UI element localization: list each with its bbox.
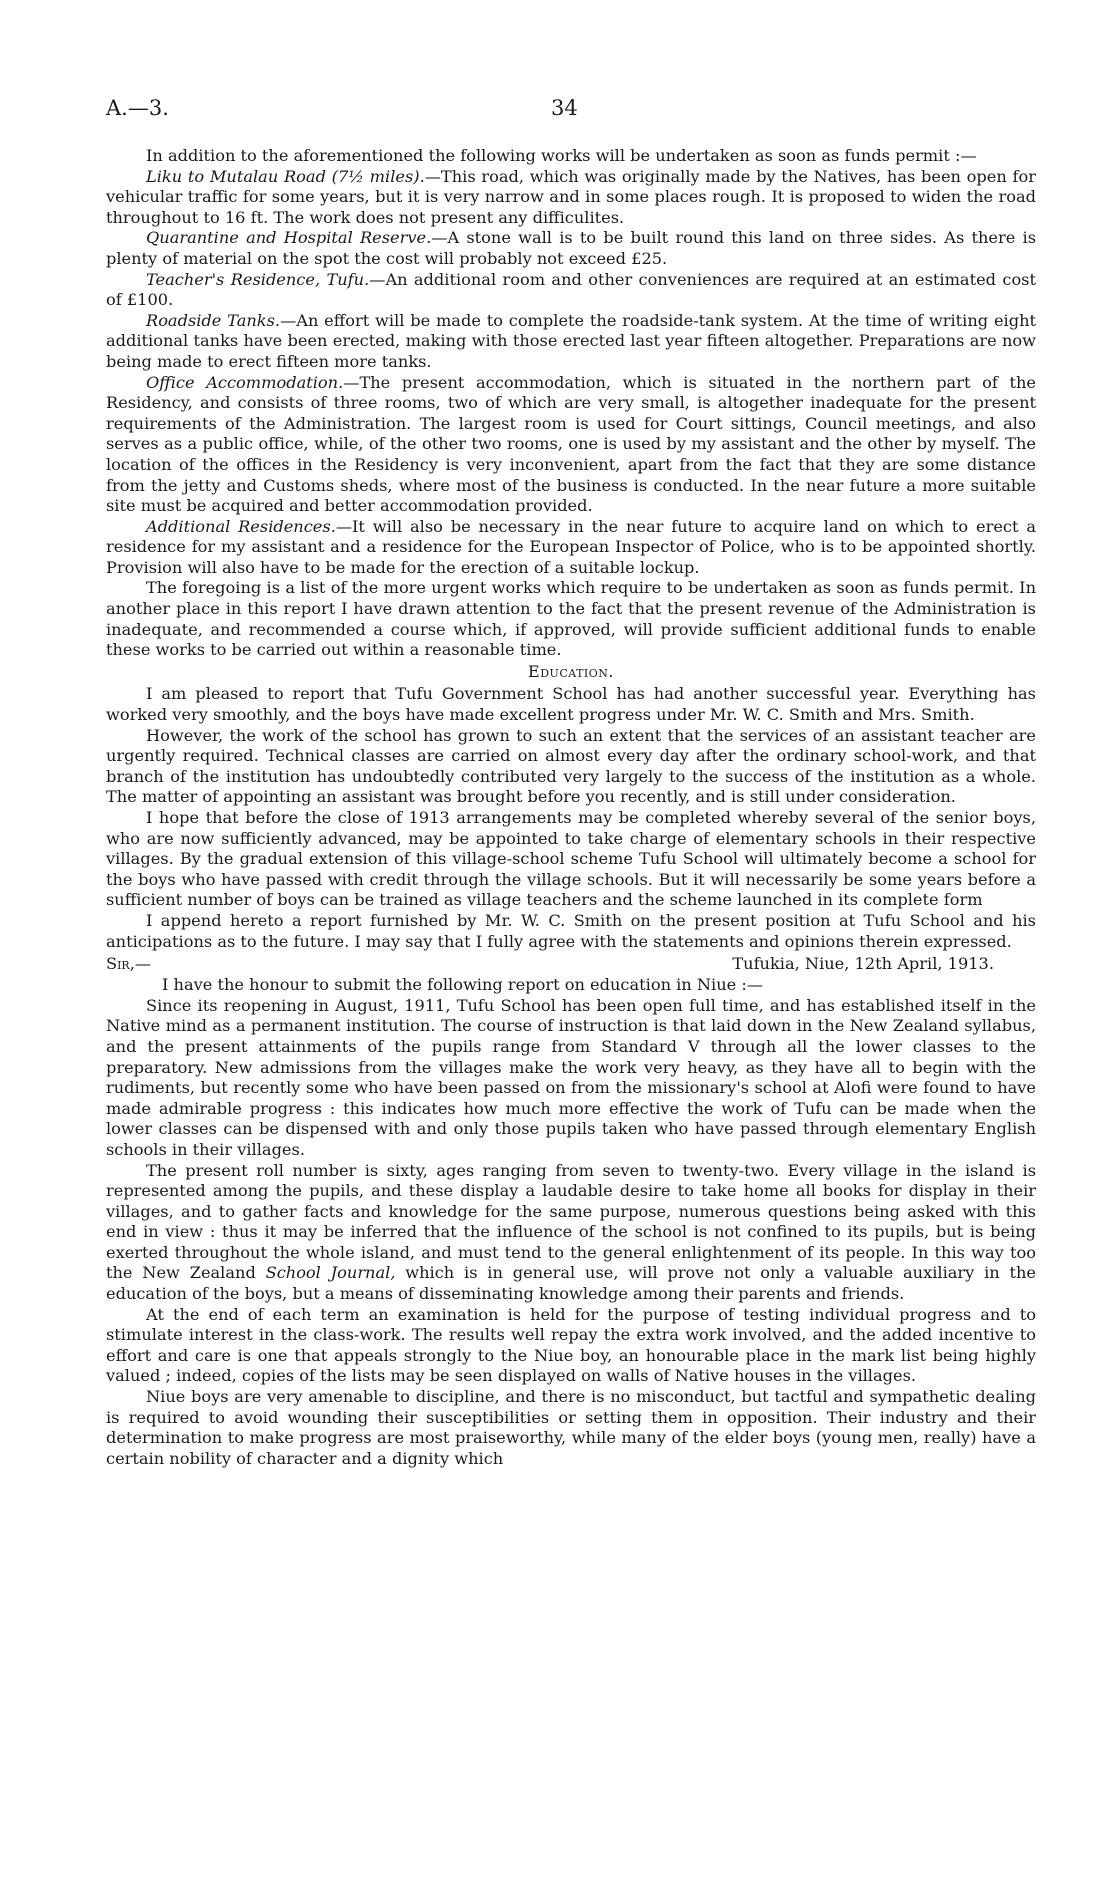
letter-opening: I have the honour to submit the following report on education in Niue :—: [162, 975, 764, 995]
letter-paragraph: Since its reopening in August, 1911, Tufu School has been open full time, and has established itself in the Native mind as a permanent institution. The course of instruction is that laid down in the New Zealand syllabus, and the present attainments of the pupils range from Standard V through all the lower classes to the preparatory. New admissions from the villages make the work very heavy, as they have all to begin with the rudiments, but recently some who have been passed on from the missionary's school at Alofi were found to have made admirable progress : this indicates how much more effective the work of Tufu can be made when the lower classes can be dispensed with and only those pupils taken who have passed through elementary English schools in their villages.: [106, 995, 1036, 1159]
works-item-text: —This road, which was originally made by the Natives, has been open for vehicular traffic for some years, but it is very narrow and in some places rough. It is proposed to widen the road throughout to 16 ft. The work does not present any difficulites.: [106, 166, 1036, 227]
document-page: [106, 96, 1036, 1469]
education-paragraph: I am pleased to report that Tufu Government School has had another successful year. Everything has worked very smoothly, and the boys have made excellent progress under Mr. W. C. Smith and Mrs. Smith.: [106, 684, 1036, 725]
roll-text-part1: The present roll number is sixty, ages ranging from seven to twenty-two. Every village in the island is represented among the pupils, and these display a laudable desire to take home all books for display in their villages, and to gather facts and knowledge for the same purpose, numerous questions being asked with this end in view : thus it may be inferred that the influence of the school is not confined to its pupils, but is being exerted throughout the whole island, and must tend to the general enlightenment of its people. In this way too the New Zealand: [106, 1160, 1036, 1283]
works-intro: In addition to the aforementioned the following works will be undertaken as soon as funds permit :—: [146, 146, 977, 165]
education-paragraph: However, the work of the school has grown to such an extent that the services of an assistant teacher are urgently required. Technical classes are carried on almost every day after the ordinary school-work, and that branch of the institution has undoubtedly contributed very largely to the success of the institution as a whole. The matter of appointing an assistant was brought before you recently, and is still under consideration.: [106, 725, 1036, 807]
education-paragraph: I append hereto a report furnished by Mr. W. C. Smith on the present position at Tufu School and his anticipations as to the future. I may say that I fully agree with the statements and opinions therein expressed.: [106, 910, 1036, 951]
works-item-text: —The present accommodation, which is situated in the northern part of the Residency, and consists of three rooms, two of which are very small, is altogether inadequate for the present requirements of the Administration. The largest room is used for Court sittings, Council meetings, and also serves as a public office, while, of the other two rooms, one is used by my assistant and the other by myself. The location of the offices in the Residency is very inconvenient, apart from the fact that they are some distance from the jetty and Customs sheds, where most of the business is conducted. In the near future a more suitable site must be acquired and better accommodation provided.: [106, 372, 1036, 516]
letter-body: [106, 975, 1036, 1469]
letter-paragraph-roll: [106, 1161, 1036, 1305]
works-item: [106, 167, 1036, 229]
works-item-title: Teacher's Residence, Tufu.: [146, 269, 370, 289]
works-item: [106, 517, 1036, 579]
page-number: 34: [551, 96, 578, 120]
works-item-title: Office Accommodation.: [146, 372, 344, 392]
education-paragraph: I hope that before the close of 1913 arrangements may be completed whereby several of the senior boys, who are now sufficiently advanced, may be appointed to take charge of elementary schools in their respective villages. By the gradual extension of this village-school scheme Tufu School will ultimately become a school for the boys who have passed with credit through the village schools. But it will necessarily be some years before a sufficient number of boys can be trained as village teachers and the scheme launched in its complete form: [106, 808, 1036, 910]
letter-paragraph: At the end of each term an examination is held for the purpose of testing individual progress and to stimulate interest in the class-work. The results well repay the extra work involved, and the added incentive to effort and care is one that appeals strongly to the Niue boy, an honourable place in the mark list being highly valued ; indeed, copies of the lists may be seen displayed on walls of Native houses in the villages.: [106, 1304, 1036, 1386]
page-header: [106, 96, 1036, 130]
works-item-title: Liku to Mutalau Road (7½ miles).: [146, 166, 425, 186]
works-closing: The foregoing is a list of the more urgent works which require to be undertaken as soon as funds permit. In another place in this report I have drawn attention to the fact that the present revenue of the Administration is inadequate, and recommended a course which, if approved, will provide sufficient additional funds to enable these works to be carried out within a reasonable time.: [106, 578, 1036, 660]
roll-text-part2: which is in general use, will prove not only a valuable auxiliary in the education of the boys, but a means of disseminating knowledge among their parents and friends.: [106, 1263, 1036, 1304]
works-item-text: —An additional room and other conveniences are required at an estimated cost of £100.: [106, 269, 1036, 310]
works-item: [106, 270, 1036, 311]
works-item-title: Additional Residences.: [146, 516, 336, 536]
letter-salutation: Sir,—: [106, 954, 152, 974]
works-item-text: —It will also be necessary in the near future to acquire land on which to erect a residence for my assistant and a residence for the European Inspector of Police, who is to be appointed shortly. Provision will also have to be made for the erection of a suitable lockup.: [106, 516, 1036, 577]
works-item: [106, 228, 1036, 269]
works-item-text: —An effort will be made to complete the roadside-tank system. At the time of writing eight additional tanks have been erected, making with those erected last year fifteen altogether. Preparations are now being made to erect fifteen more tanks.: [106, 310, 1036, 371]
section-heading-education: Education.: [527, 661, 615, 681]
works-item: [106, 373, 1036, 517]
document-reference: A.—3.: [106, 96, 169, 120]
works-item-text: —A stone wall is to be built round this land on three sides. As there is plenty of material on the spot the cost will probably not exceed £25.: [106, 228, 1037, 268]
letter-place-date: Tufukia, Niue, 12th April, 1913.: [732, 954, 994, 974]
works-item-title: Roadside Tanks.: [146, 310, 281, 330]
works-item-title: Quarantine and Hospital Reserve.: [146, 228, 432, 248]
letter-paragraph: Niue boys are very amenable to discipline, and there is no misconduct, but tactful and sympathetic dealing is required to avoid wounding their susceptibilities or setting them in opposition. Their industry and their determination to make progress are most praiseworthy, while many of the elder boys (young men, really) have a certain nobility of character and a dignity which: [106, 1387, 1036, 1468]
school-journal-title: School Journal,: [265, 1263, 396, 1283]
works-item: [106, 311, 1036, 373]
letter-header: [106, 954, 1036, 975]
body-text: [106, 146, 1036, 1469]
